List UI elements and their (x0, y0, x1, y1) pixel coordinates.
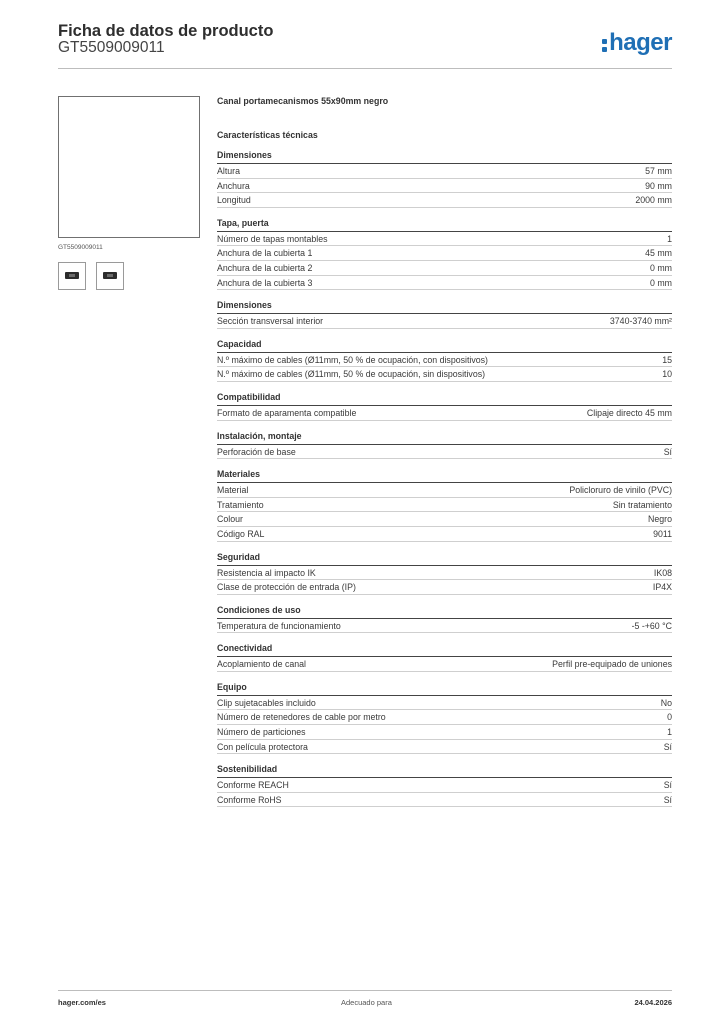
spec-value: 90 mm (645, 180, 672, 191)
spec-value: 15 (662, 354, 672, 365)
spec-label: Formato de aparamenta compatible (217, 407, 357, 418)
spec-row (217, 353, 672, 368)
section-heading: Instalación, montaje (217, 430, 672, 445)
product-image-caption: GT5509009011 (58, 244, 103, 251)
spec-row (217, 657, 672, 672)
section-heading: Compatibilidad (217, 391, 672, 406)
spec-row (217, 740, 672, 755)
spec-row (217, 696, 672, 711)
spec-value: Negro (648, 514, 672, 525)
section-heading: Materiales (217, 468, 672, 483)
spec-value: 0 mm (650, 277, 672, 288)
spec-label: Anchura de la cubierta 3 (217, 277, 313, 288)
spec-value: Policloruro de vinilo (PVC) (569, 485, 672, 496)
logo-dots-icon (602, 39, 607, 52)
spec-label: Altura (217, 166, 240, 176)
spec-row (217, 164, 672, 179)
spec-value: 45 mm (645, 248, 672, 259)
spec-value: -5 -+60 °C (631, 620, 672, 631)
spec-label: Perforación de base (217, 446, 296, 457)
document-title: Ficha de datos de producto (58, 22, 274, 40)
spec-value: 57 mm (645, 166, 672, 176)
footer-website[interactable]: hager.com/es (58, 998, 106, 1007)
spec-label: Temperatura de funcionamiento (217, 620, 341, 631)
spec-row (217, 314, 672, 329)
spec-value: 9011 (653, 528, 672, 539)
spec-value: Sí (663, 780, 672, 791)
spec-label: Conforme RoHS (217, 794, 282, 805)
spec-label: Código RAL (217, 528, 265, 539)
spec-label: Clase de protección de entrada (IP) (217, 582, 356, 593)
section-heading: Sostenibilidad (217, 763, 672, 778)
spec-value: IP4X (652, 582, 672, 593)
spec-value: 1 (667, 727, 672, 738)
spec-value: Sí (663, 741, 672, 752)
spec-row (217, 445, 672, 460)
technical-characteristics-label: Características técnicas (217, 130, 318, 140)
spec-label: Sección transversal interior (217, 316, 324, 327)
spec-row (217, 566, 672, 581)
spec-row (217, 367, 672, 382)
spec-row (217, 498, 672, 513)
spec-row (217, 725, 672, 740)
section-heading: Conectividad (217, 642, 672, 657)
spec-value: Sí (663, 446, 672, 457)
section-heading: Capacidad (217, 338, 672, 353)
spec-label: Tratamiento (217, 499, 264, 510)
spec-value: IK08 (653, 567, 672, 578)
spec-value: 0 mm (650, 262, 672, 273)
section-heading: Dimensiones (217, 149, 672, 164)
document-header (58, 22, 672, 68)
product-code: GT5509009011 (58, 39, 165, 56)
section-heading: Condiciones de uso (217, 604, 672, 619)
spec-label: Número de tapas montables (217, 233, 328, 244)
spec-value: No (660, 697, 672, 708)
spec-row (217, 232, 672, 247)
footer-suitable-for: Adecuado para (341, 998, 392, 1007)
spec-label: Colour (217, 514, 243, 525)
spec-label: Anchura de la cubierta 1 (217, 248, 313, 259)
spec-value: Perfil pre-equipado de uniones (552, 659, 672, 670)
spec-label: N.º máximo de cables (Ø11mm, 50 % de ocupación, con dispositivos) (217, 354, 488, 365)
spec-row (217, 246, 672, 261)
specification-table (217, 95, 672, 807)
footer-date: 24.04.2026 (634, 998, 672, 1007)
product-image-frame (58, 96, 200, 238)
spec-label: Clip sujetacables incluido (217, 697, 316, 708)
spec-label: Material (217, 485, 249, 496)
spec-label: Anchura (217, 180, 250, 191)
product-name: Canal portamecanismos 55x90mm negro (217, 96, 389, 106)
channel-thumbnail-icon (65, 272, 79, 279)
spec-row (217, 580, 672, 595)
spec-row (217, 261, 672, 276)
spec-value: Clipaje directo 45 mm (586, 407, 672, 418)
section-heading: Seguridad (217, 551, 672, 566)
spec-row (217, 778, 672, 793)
spec-label: N.º máximo de cables (Ø11mm, 50 % de ocupación, sin dispositivos) (217, 369, 486, 380)
spec-label: Anchura de la cubierta 2 (217, 262, 313, 273)
spec-value: 3740-3740 mm² (609, 316, 672, 327)
spec-value: 0 (667, 712, 672, 723)
spec-value: Sí (663, 794, 672, 805)
channel-thumbnail-icon (103, 272, 117, 279)
spec-label: Número de particiones (217, 727, 306, 738)
footer-divider (58, 990, 672, 991)
spec-label: Con película protectora (217, 741, 308, 752)
section-heading: Dimensiones (217, 299, 672, 314)
spec-label: Resistencia al impacto IK (217, 567, 316, 578)
spec-row (217, 179, 672, 194)
spec-label: Número de retenedores de cable por metro (217, 712, 386, 723)
header-divider (58, 68, 672, 69)
spec-value: 10 (662, 369, 672, 380)
spec-row (217, 406, 672, 421)
spec-row (217, 619, 672, 634)
spec-label: Acoplamiento de canal (217, 659, 307, 670)
spec-row (217, 512, 672, 527)
spec-row (217, 710, 672, 725)
spec-label: Conforme REACH (217, 780, 289, 791)
spec-row (217, 276, 672, 291)
hager-logo (602, 28, 672, 58)
spec-value: 1 (667, 233, 672, 244)
spec-row (217, 793, 672, 808)
spec-value: 2000 mm (635, 195, 672, 206)
spec-label: Longitud (217, 195, 251, 206)
product-thumbnail-2[interactable] (96, 262, 124, 290)
spec-value: Sin tratamiento (612, 499, 672, 510)
section-heading: Tapa, puerta (217, 217, 672, 232)
spec-row (217, 483, 672, 498)
product-thumbnail-1[interactable] (58, 262, 86, 290)
section-heading: Equipo (217, 681, 672, 696)
logo-text: hager (609, 29, 672, 56)
spec-row (217, 527, 672, 542)
spec-row (217, 193, 672, 208)
